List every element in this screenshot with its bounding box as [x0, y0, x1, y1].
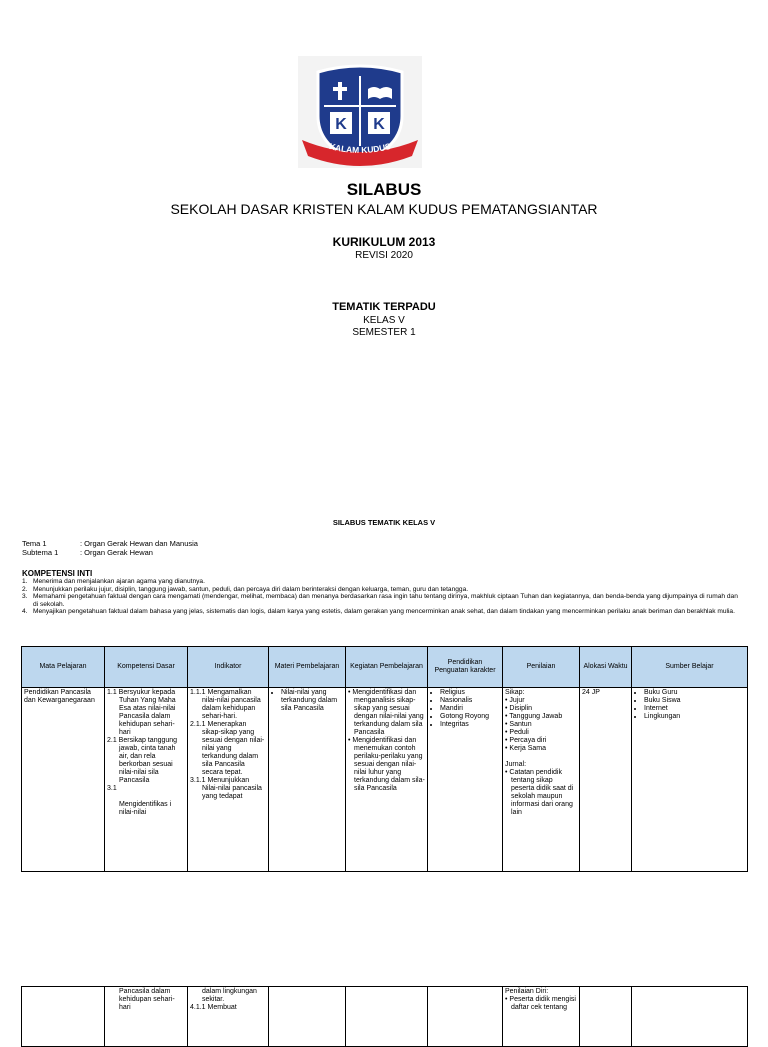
karakter-item: • Religius [440, 689, 500, 697]
penilaian-jurnal-label: Jurnal: [505, 761, 527, 768]
ki-item [22, 593, 744, 608]
kegiatan-cell [346, 987, 428, 1047]
header-cell: Indikator [188, 647, 269, 688]
materi-item: • Nilai-nilai yang terkandung dalam sila Pancasila [281, 689, 343, 713]
syllabus-table [21, 646, 748, 872]
penilaian-item: • Disiplin [505, 705, 532, 712]
header-cell: Sumber Belajar [632, 647, 748, 688]
indikator-item: 4.1.1 Membuat [190, 1004, 237, 1011]
shield-logo-icon [298, 56, 422, 168]
school-name: SEKOLAH DASAR KRISTEN KALAM KUDUS PEMATANGSIANTAR [170, 201, 598, 217]
alokasi-cell: 24 JP [580, 688, 632, 872]
semester-label: SEMESTER 1 [352, 327, 416, 338]
sumber-item: • Buku Guru [644, 689, 745, 697]
mapel-cell: Pendidikan Pancasila dan Kewarganegaraan [22, 688, 105, 872]
penilaian-item: • Percaya diri [505, 737, 547, 744]
indikator-item: 2.1.1 Menerapkan sikap-sikap yang sesuai dengan nilai-nilai yang terkandung dalam sila Pancasila secara tepat. [190, 721, 265, 776]
indikator-cell [188, 987, 269, 1047]
svg-text:KALAM KUDUS: KALAM KUDUS [328, 141, 392, 156]
karakter-cell [428, 688, 503, 872]
penilaian-diri-label: Penilaian Diri: [505, 988, 549, 995]
svg-text:K: K [373, 116, 385, 133]
header-cell: Penilaian [503, 647, 580, 688]
kd-cell [105, 987, 188, 1047]
sumber-cell [632, 987, 748, 1047]
header-cell: Mata Pelajaran [22, 647, 105, 688]
kd-item: 1.1 Bersyukur kepada Tuhan Yang Maha Esa atas nilai-nilai Pancasila dalam kehidupan sehari-hari [107, 689, 176, 736]
subject-title: TEMATIK TERPADU [332, 301, 436, 313]
penilaian-item: • Tanggung Jawab [505, 713, 563, 720]
kd-item: Mengidentifikas i nilai-nilai [119, 801, 172, 816]
table-row [22, 688, 748, 872]
indikator-item: dalam lingkungan sekitar. [202, 988, 257, 1003]
header-cell: Alokasi Waktu [580, 647, 632, 688]
indikator-item: 3.1.1 Menunjukkan Nilai-nilai pancasila yang tedapat [190, 777, 262, 800]
penilaian-item: • Peduli [505, 729, 529, 736]
karakter-item: • Nasionalis [440, 697, 500, 705]
kd-item: Pancasila dalam kehidupan sehari-hari [119, 988, 175, 1011]
ki-text: Memahami pengetahuan faktual dengan cara mengamati (mendengar, melihat, membaca) dan menanya berdasarkan rasa ingin tahu tentang dirinya, makhluk ciptaan Tuhan dan kegiatannya, dan benda-benda yang dijumpainya di rumah dan di sekolah. [33, 593, 738, 608]
penilaian-item: • Peserta didik mengisi daftar cek tentang [505, 996, 576, 1011]
indikator-cell [188, 688, 269, 872]
sumber-item: • Buku Siswa [644, 697, 745, 705]
ki-number: 4. [22, 608, 28, 616]
indikator-item: 1.1.1 Mengamalkan nilai-nilai pancasila dalam kehidupan sehari-hari. [190, 689, 261, 720]
penilaian-item: • Santun [505, 721, 532, 728]
karakter-item: • Integritas [440, 721, 500, 729]
header-cell: Pendidikan Penguatan karakter [428, 647, 503, 688]
materi-cell [269, 688, 346, 872]
karakter-item: • Mandiri [440, 705, 500, 713]
ki-number: 3. [22, 593, 28, 601]
class-label: KELAS V [363, 315, 405, 326]
materi-cell [269, 987, 346, 1047]
ki-item [22, 586, 744, 594]
ki-text: Menyajikan pengetahuan faktual dalam bahasa yang jelas, sistematis dan logis, dalam karya yang estetis, dalam gerakan yang mencerminkan anak sehat, dan dalam tindakan yang mencerminkan perilaku anak beriman dan berakhlak mulia. [33, 608, 735, 616]
sumber-item: • Internet [644, 705, 745, 713]
karakter-item: • Gotong Royong [440, 713, 500, 721]
section-title: SILABUS TEMATIK KELAS V [332, 518, 436, 527]
penilaian-item: • Kerja Sama [505, 745, 546, 752]
kegiatan-item: • Mengidentifikasi dan menemukan contoh perilaku-perilaku yang sesuai dengan nilai-nilai luhur yang terkandung dalam sila-sila Pancasila [348, 737, 425, 792]
meta-subtheme [22, 548, 153, 557]
penilaian-cell [503, 688, 580, 872]
ki-item [22, 608, 744, 616]
table-row [22, 987, 748, 1047]
ki-text: Menunjukkan perilaku jujur, disiplin, tanggung jawab, santun, peduli, dan percaya diri dalam berinteraksi dengan keluarga, teman, guru dan tetangga. [33, 585, 469, 593]
kegiatan-item: • Mengidentifikasi dan menganalisis sikap-sikap yang sesuai dengan nilai-nilai yang terkandung dalam sila Pancasila [348, 689, 424, 736]
header-cell: Kegiatan Pembelajaran [346, 647, 428, 688]
ki-list [22, 578, 744, 616]
kd-item: 3.1 [107, 785, 117, 792]
ki-item [22, 578, 744, 586]
meta-value: : Organ Gerak Hewan [80, 548, 153, 557]
header-cell: Kompetensi Dasar [105, 647, 188, 688]
ki-title: KOMPETENSI INTI [22, 569, 93, 578]
meta-key: Subtema 1 [22, 548, 59, 557]
ki-text: Menerima dan menjalankan ajaran agama yang dianutnya. [33, 578, 205, 585]
ki-number: 2. [22, 585, 28, 593]
school-logo [298, 56, 422, 168]
header-cell: Materi Pembelajaran [269, 647, 346, 688]
karakter-cell [428, 987, 503, 1047]
kegiatan-cell [346, 688, 428, 872]
meta-theme [22, 539, 198, 548]
sumber-cell [632, 688, 748, 872]
penilaian-cell [503, 987, 580, 1047]
mapel-cell [22, 987, 105, 1047]
revision-label: REVISI 2020 [355, 250, 413, 261]
meta-value: : Organ Gerak Hewan dan Manusia [80, 539, 198, 548]
syllabus-table-continued [21, 986, 748, 1047]
ki-number: 1. [22, 578, 28, 585]
kd-item: 2.1 Bersikap tanggung jawab, cinta tanah air, dan rela berkorban sesuai nilai-nilai sila Pancasila [107, 737, 178, 784]
alokasi-cell [580, 987, 632, 1047]
penilaian-item: • Catatan pendidik tentang sikap peserta didik saat di sekolah maupun informasi dari orang lain [505, 769, 574, 816]
penilaian-item: • Jujur [505, 697, 525, 704]
page-title: SILABUS [346, 180, 422, 199]
svg-text:K: K [335, 116, 347, 133]
penilaian-sikap-label: Sikap: [505, 689, 525, 696]
sumber-item: • Lingkungan [644, 713, 745, 721]
kd-cell [105, 688, 188, 872]
meta-key: Tema 1 [22, 539, 47, 548]
curriculum-title: KURIKULUM 2013 [332, 235, 436, 249]
table-header-row [22, 647, 748, 688]
